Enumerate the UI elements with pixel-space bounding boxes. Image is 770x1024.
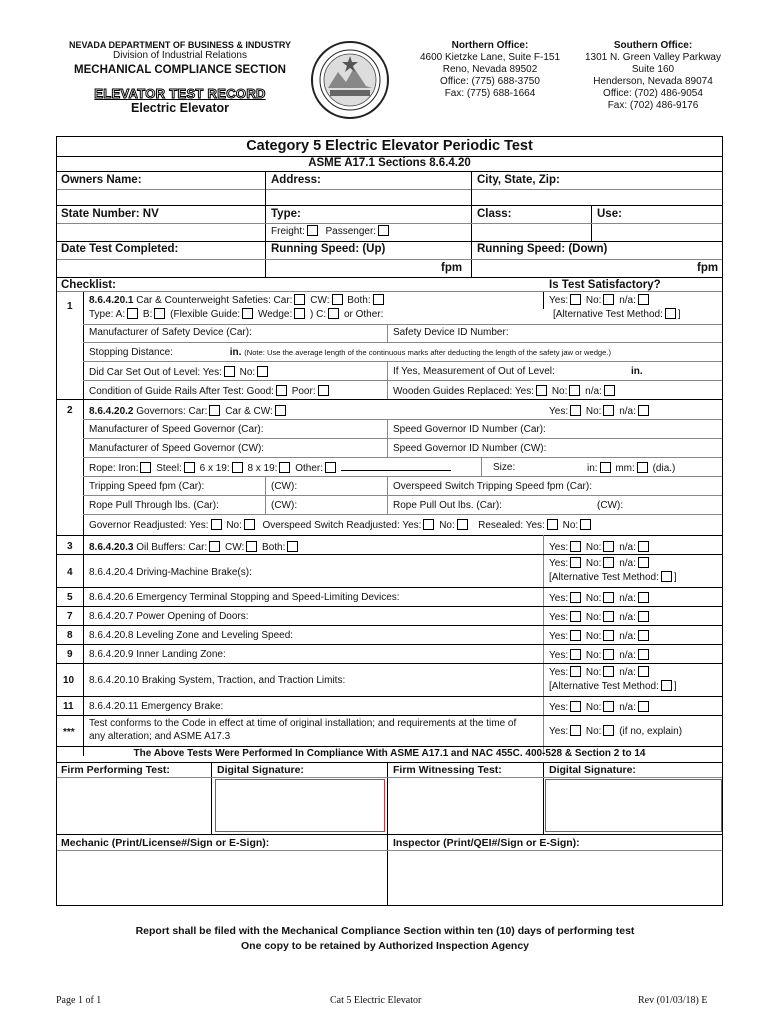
tripping-speed-label: Tripping Speed fpm (Car): <box>89 481 205 492</box>
no-checkbox[interactable] <box>603 592 614 603</box>
rails-poor-checkbox[interactable] <box>318 385 329 396</box>
car-safety-checkbox[interactable] <box>294 294 305 305</box>
southern-office-line: Office: (702) 486-9054 <box>603 88 703 99</box>
yes-label: Yes: <box>549 406 569 417</box>
na-checkbox[interactable] <box>638 611 649 622</box>
yes-label: Yes: <box>549 726 569 737</box>
item-number: 7 <box>67 611 73 622</box>
rope-pull-out-label: Rope Pull Out lbs. (Car): <box>393 500 502 511</box>
item-1-text: Car & Counterweight Safeties: Car: <box>136 295 293 306</box>
overspeed-readjusted-yes-checkbox[interactable] <box>423 519 434 530</box>
southern-office <box>568 40 738 112</box>
type-options <box>271 225 391 238</box>
na-label: n/a: <box>619 593 636 604</box>
overspeed-trip-label: Overspeed Switch Tripping Speed fpm (Car): <box>393 481 592 492</box>
rope-size-label: Size: <box>493 462 516 473</box>
item-7-label: 8.6.4.20.7 Power Opening of Doors: <box>89 611 249 622</box>
no-label: No: <box>562 520 579 531</box>
southern-office-line: 1301 N. Green Valley Parkway <box>585 52 721 63</box>
code-conformance-line-1: Test conforms to the Code in effect at time of original installation; and requirements at the time of <box>89 718 517 729</box>
no-checkbox[interactable] <box>603 294 614 305</box>
out-of-level-no-label: No: <box>239 367 256 378</box>
yes-label: Yes: <box>549 558 569 569</box>
item-number: 4 <box>67 567 73 578</box>
item-10-alt-method <box>549 680 677 693</box>
buffer-car-checkbox[interactable] <box>209 541 220 552</box>
northern-office <box>405 40 575 100</box>
yes-label: Yes: <box>549 593 569 604</box>
city-state-zip-label: City, State, Zip: <box>477 174 560 186</box>
rope-row <box>89 462 451 475</box>
type-a-checkbox[interactable] <box>127 308 138 319</box>
yes-checkbox[interactable] <box>570 649 581 660</box>
item-6-label: 8.6.4.20.6 Emergency Terminal Stopping and Speed-Limiting Devices: <box>89 592 400 603</box>
running-speed-up-label: Running Speed: (Up) <box>271 243 386 255</box>
type-c-label: ) C: <box>310 309 327 320</box>
overspeed-readjusted-no-checkbox[interactable] <box>457 519 468 530</box>
mfr-gov-cw-label: Manufacturer of Speed Governor (CW): <box>89 443 265 454</box>
yes-checkbox[interactable] <box>570 630 581 641</box>
stopping-distance-row <box>89 347 611 359</box>
item-7-result <box>549 611 651 624</box>
governors-label: Governors: Car: <box>136 406 208 417</box>
department-name: NEVADA DEPARTMENT OF BUSINESS & INDUSTRY <box>68 40 291 50</box>
code-conformance-result <box>549 725 682 738</box>
governor-readjusted-yes-checkbox[interactable] <box>211 519 222 530</box>
item-11-result <box>549 701 651 714</box>
rope-6x19-label: 6 x 19: <box>199 463 230 474</box>
yes-label: Yes: <box>549 295 569 306</box>
buffer-both-checkbox[interactable] <box>287 541 298 552</box>
southern-office-line: Suite 160 <box>631 64 675 75</box>
no-label: No: <box>585 593 602 604</box>
yes-checkbox[interactable] <box>570 541 581 552</box>
no-label: No: <box>585 650 602 661</box>
no-checkbox[interactable] <box>603 557 614 568</box>
no-checkbox[interactable] <box>603 701 614 712</box>
state-number-label: State Number: NV <box>61 208 159 220</box>
revision: Rev (01/03/18) E <box>638 995 708 1006</box>
code-conformance-line-2: any alteration; and ASME A17.3 <box>89 731 231 742</box>
alt-method-checkbox[interactable] <box>665 308 676 319</box>
flexible-guide-checkbox[interactable] <box>242 308 253 319</box>
witnessing-signature-box[interactable] <box>545 779 722 832</box>
na-label: n/a: <box>619 295 636 306</box>
division-name: Division of Industrial Relations <box>113 50 247 61</box>
na-checkbox[interactable] <box>638 666 649 677</box>
cw-label: CW: <box>310 295 330 306</box>
item-number: 1 <box>67 301 73 312</box>
northern-office-line: Reno, Nevada 89502 <box>442 64 538 75</box>
stopping-distance-label: Stopping Distance: <box>89 347 173 358</box>
yes-checkbox[interactable] <box>570 405 581 416</box>
freight-label: Freight: <box>271 226 305 237</box>
passenger-label: Passenger: <box>325 226 377 237</box>
overspeed-readjusted-label: Overspeed Switch Readjusted: Yes: <box>262 520 422 531</box>
yes-checkbox[interactable] <box>570 557 581 568</box>
no-checkbox[interactable] <box>603 666 614 677</box>
resealed-label: Resealed: Yes: <box>478 520 545 531</box>
guide-rails-row <box>89 385 331 398</box>
item-1-line-2 <box>89 308 383 321</box>
both-label: Both: <box>262 542 286 553</box>
wedge-checkbox[interactable] <box>294 308 305 319</box>
item-10-label: 8.6.4.20.10 Braking System, Traction, and Traction Limits: <box>89 675 346 686</box>
mechanic-label: Mechanic (Print/License#/Sign or E-Sign): <box>61 837 270 849</box>
fpm-up-unit: fpm <box>441 262 463 274</box>
no-label: No: <box>585 542 602 553</box>
gov-id-car-label: Speed Governor ID Number (Car): <box>393 424 546 435</box>
item-code: 8.6.4.20.3 <box>89 542 134 553</box>
na-checkbox[interactable] <box>638 630 649 641</box>
measurement-unit: in. <box>631 366 643 377</box>
rope-steel-label: Steel: <box>156 463 182 474</box>
no-checkbox[interactable] <box>603 725 614 736</box>
checklist-label: Checklist: <box>61 279 116 291</box>
item-number: *** <box>63 727 75 738</box>
alt-method-close: ] <box>677 309 681 320</box>
rope-other-label: Other: <box>295 463 324 474</box>
no-label: No: <box>551 386 568 397</box>
no-label: No: <box>585 667 602 678</box>
na-checkbox[interactable] <box>638 541 649 552</box>
na-checkbox[interactable] <box>638 701 649 712</box>
na-label: n/a: <box>619 542 636 553</box>
readjust-row <box>89 519 593 532</box>
wooden-yes-checkbox[interactable] <box>536 385 547 396</box>
size-dia-label: (dia.) <box>652 463 676 474</box>
date-test-label: Date Test Completed: <box>61 243 179 255</box>
alt-method-close: ] <box>673 681 677 692</box>
item-4-result <box>549 557 651 570</box>
yes-checkbox[interactable] <box>570 666 581 677</box>
freight-checkbox[interactable] <box>307 225 318 236</box>
no-label: No: <box>585 406 602 417</box>
no-label: No: <box>585 558 602 569</box>
size-in-checkbox[interactable] <box>600 462 611 473</box>
size-in-label: in: <box>587 463 598 474</box>
southern-office-line: Henderson, Nevada 89074 <box>593 76 713 87</box>
performing-signature-box[interactable] <box>215 779 385 832</box>
cw-label: CW: <box>225 542 245 553</box>
type-label: Type: <box>271 208 301 220</box>
na-checkbox[interactable] <box>638 649 649 660</box>
governor-readjusted-label: Governor Readjusted: Yes: <box>89 520 209 531</box>
or-other-label: or Other: <box>343 309 384 320</box>
yes-label: Yes: <box>549 542 569 553</box>
agency-header <box>60 40 300 115</box>
tripping-speed-cw-label: (CW): <box>271 481 298 492</box>
na-label: n/a: <box>619 558 636 569</box>
rope-pull-through-label: Rope Pull Through lbs. (Car): <box>89 500 219 511</box>
mfr-gov-car-label: Manufacturer of Speed Governor (Car): <box>89 424 264 435</box>
item-3-result <box>549 541 651 554</box>
address-label: Address: <box>271 174 321 186</box>
item-1-line-1 <box>89 294 386 307</box>
item-11-label: 8.6.4.20.11 Emergency Brake: <box>89 701 224 712</box>
inch-unit: in. <box>229 347 242 358</box>
item-2-result <box>549 405 651 418</box>
item-4-label: 8.6.4.20.4 Driving-Machine Brake(s): <box>89 567 252 578</box>
measurement-label: If Yes, Measurement of Out of Level: <box>393 366 555 377</box>
buffer-cw-checkbox[interactable] <box>246 541 257 552</box>
no-label: No: <box>439 520 455 531</box>
no-label: No: <box>585 612 602 623</box>
yes-checkbox[interactable] <box>570 294 581 305</box>
yes-label: Yes: <box>549 612 569 623</box>
rails-poor-label: Poor: <box>291 386 316 397</box>
no-checkbox[interactable] <box>603 611 614 622</box>
item-code: 8.6.4.20.2 <box>89 406 134 417</box>
size-mm-label: mm: <box>615 463 635 474</box>
yes-checkbox[interactable] <box>570 611 581 622</box>
yes-label: Yes: <box>549 702 569 713</box>
item-8-result <box>549 630 651 643</box>
item-10-result <box>549 666 651 679</box>
resealed-no-checkbox[interactable] <box>580 519 591 530</box>
item-number: 9 <box>67 649 73 660</box>
form-subtitle: ASME A17.1 Sections 8.6.4.20 <box>308 157 471 169</box>
use-label: Use: <box>597 208 622 220</box>
firm-performing-label: Firm Performing Test: <box>61 764 170 776</box>
rope-steel-checkbox[interactable] <box>184 462 195 473</box>
digital-signature-label: Digital Signature: <box>549 764 636 776</box>
copy-note: One copy to be retained by Authorized Inspection Agency <box>240 940 529 952</box>
rails-good-checkbox[interactable] <box>276 385 287 396</box>
no-checkbox[interactable] <box>603 405 614 416</box>
running-speed-down-label: Running Speed: (Down) <box>477 243 608 255</box>
test-record-form <box>56 136 723 906</box>
page-number: Page 1 of 1 <box>56 995 102 1006</box>
satisfactory-label: Is Test Satisfactory? <box>549 279 661 291</box>
rope-pull-out-cw-label: (CW): <box>597 500 624 511</box>
yes-label: Yes: <box>549 650 569 661</box>
rope-iron-checkbox[interactable] <box>140 462 151 473</box>
alt-method-checkbox[interactable] <box>661 680 672 691</box>
wooden-no-checkbox[interactable] <box>569 385 580 396</box>
yes-checkbox[interactable] <box>570 701 581 712</box>
flexible-guide-label: (Flexible Guide: <box>170 309 241 320</box>
na-label: n/a: <box>619 612 636 623</box>
out-of-level-yes-checkbox[interactable] <box>224 366 235 377</box>
oil-buffers-label: Oil Buffers: Car: <box>136 542 208 553</box>
no-label: No: <box>585 702 602 713</box>
alt-method-label: [Alternative Test Method: <box>553 309 663 320</box>
item-number: 8 <box>67 630 73 641</box>
rope-8x19-checkbox[interactable] <box>279 462 290 473</box>
na-label: n/a: <box>619 631 636 642</box>
rope-8x19-label: 8 x 19: <box>247 463 278 474</box>
item-code: 8.6.4.20.1 <box>89 295 134 306</box>
safety-id-label: Safety Device ID Number: <box>393 327 509 338</box>
digital-signature-label: Digital Signature: <box>217 764 304 776</box>
type-b-checkbox[interactable] <box>154 308 165 319</box>
rope-other-field[interactable] <box>341 470 451 471</box>
rope-6x19-checkbox[interactable] <box>232 462 243 473</box>
document-name: Cat 5 Electric Elevator <box>330 995 422 1006</box>
wooden-guides-label: Wooden Guides Replaced: Yes: <box>393 386 535 397</box>
form-title: Category 5 Electric Elevator Periodic Test <box>246 138 533 154</box>
item-1-alt-method <box>553 308 681 321</box>
wooden-guides-row <box>393 385 617 398</box>
item-2-line <box>89 405 288 418</box>
rope-iron-label: Rope: Iron: <box>89 463 139 474</box>
item-9-label: 8.6.4.20.9 Inner Landing Zone: <box>89 649 226 660</box>
passenger-checkbox[interactable] <box>378 225 389 236</box>
northern-office-line: 4600 Kietzke Lane, Suite F-151 <box>419 52 561 63</box>
owners-name-label: Owners Name: <box>61 174 142 186</box>
no-checkbox[interactable] <box>603 649 614 660</box>
item-number: 3 <box>67 541 73 552</box>
na-label: n/a: <box>619 650 636 661</box>
item-6-result <box>549 592 651 605</box>
governor-car-checkbox[interactable] <box>209 405 220 416</box>
state-seal-icon <box>310 40 390 120</box>
inspector-label: Inspector (Print/QEI#/Sign or E-Sign): <box>393 837 580 849</box>
item-number: 2 <box>67 405 73 416</box>
mfr-safety-label: Manufacturer of Safety Device (Car): <box>89 327 252 338</box>
alt-method-close: ] <box>673 572 677 583</box>
yes-checkbox[interactable] <box>570 592 581 603</box>
rope-size-units <box>587 462 675 475</box>
firm-witnessing-label: Firm Witnessing Test: <box>393 764 502 776</box>
no-label: No: <box>226 520 242 531</box>
gov-id-cw-label: Speed Governor ID Number (CW): <box>393 443 547 454</box>
cw-safety-checkbox[interactable] <box>332 294 343 305</box>
northern-office-line: Fax: (775) 688-1664 <box>444 88 536 99</box>
rope-pull-cw-label: (CW): <box>271 500 298 511</box>
na-label: n/a: <box>585 386 602 397</box>
type-a-label: Type: A: <box>89 309 126 320</box>
item-4-alt-method <box>549 571 677 584</box>
no-checkbox[interactable] <box>603 630 614 641</box>
stopping-note: (Note: Use the average length of the continuous marks after deducting the length of the safety jaw or wedge.) <box>244 348 612 357</box>
out-of-level-row <box>89 366 270 379</box>
na-checkbox[interactable] <box>638 405 649 416</box>
wooden-na-checkbox[interactable] <box>604 385 615 396</box>
both-safety-checkbox[interactable] <box>373 294 384 305</box>
both-label: Both: <box>347 295 371 306</box>
wedge-label: Wedge: <box>257 309 293 320</box>
item-3-line <box>89 541 300 554</box>
alt-method-checkbox[interactable] <box>661 571 672 582</box>
if-no-explain-label: (if no, explain) <box>619 726 683 737</box>
alt-method-label: [Alternative Test Method: <box>549 681 659 692</box>
alt-method-label: [Alternative Test Method: <box>549 572 659 583</box>
section-name: MECHANICAL COMPLIANCE SECTION <box>74 64 286 76</box>
item-number: 5 <box>67 592 73 603</box>
item-1-result <box>549 294 651 307</box>
na-label: n/a: <box>619 406 636 417</box>
compliance-statement: The Above Tests Were Performed In Compliance With ASME A17.1 and NAC 455C. 400-528 & Section 2 to 14 <box>133 748 646 759</box>
size-mm-checkbox[interactable] <box>637 462 648 473</box>
guide-rails-label: Condition of Guide Rails After Test: Good: <box>89 386 274 397</box>
no-label: No: <box>585 726 602 737</box>
filing-note: Report shall be filed with the Mechanical Compliance Section within ten (10) days of performing test <box>135 925 635 937</box>
southern-office-title: Southern Office: <box>613 40 693 51</box>
northern-office-title: Northern Office: <box>451 40 529 51</box>
out-of-level-no-checkbox[interactable] <box>257 366 268 377</box>
rope-other-checkbox[interactable] <box>325 462 336 473</box>
yes-label: Yes: <box>549 667 569 678</box>
na-checkbox[interactable] <box>638 557 649 568</box>
fpm-down-unit: fpm <box>697 262 719 274</box>
no-label: No: <box>585 295 602 306</box>
type-b-label: B: <box>142 309 153 320</box>
governor-readjusted-no-checkbox[interactable] <box>244 519 255 530</box>
yes-label: Yes: <box>549 631 569 642</box>
car-cw-label: Car & CW: <box>225 406 273 417</box>
class-label: Class: <box>477 208 512 220</box>
resealed-yes-checkbox[interactable] <box>547 519 558 530</box>
out-of-level-label: Did Car Set Out of Level: Yes: <box>89 367 222 378</box>
na-label: n/a: <box>619 702 636 713</box>
no-label: No: <box>585 631 602 642</box>
item-number: 10 <box>63 675 75 686</box>
no-checkbox[interactable] <box>603 541 614 552</box>
northern-office-line: Office: (775) 688-3750 <box>440 76 540 87</box>
governor-car-cw-checkbox[interactable] <box>275 405 286 416</box>
record-title: ELEVATOR TEST RECORD <box>94 86 266 101</box>
na-label: n/a: <box>619 667 636 678</box>
item-8-label: 8.6.4.20.8 Leveling Zone and Leveling Speed: <box>89 630 294 641</box>
type-c-checkbox[interactable] <box>328 308 339 319</box>
na-checkbox[interactable] <box>638 592 649 603</box>
na-checkbox[interactable] <box>638 294 649 305</box>
item-number: 11 <box>63 701 74 712</box>
southern-office-line: Fax: (702) 486-9176 <box>607 100 699 111</box>
yes-checkbox[interactable] <box>570 725 581 736</box>
item-9-result <box>549 649 651 662</box>
record-subtitle: Electric Elevator <box>131 101 229 115</box>
